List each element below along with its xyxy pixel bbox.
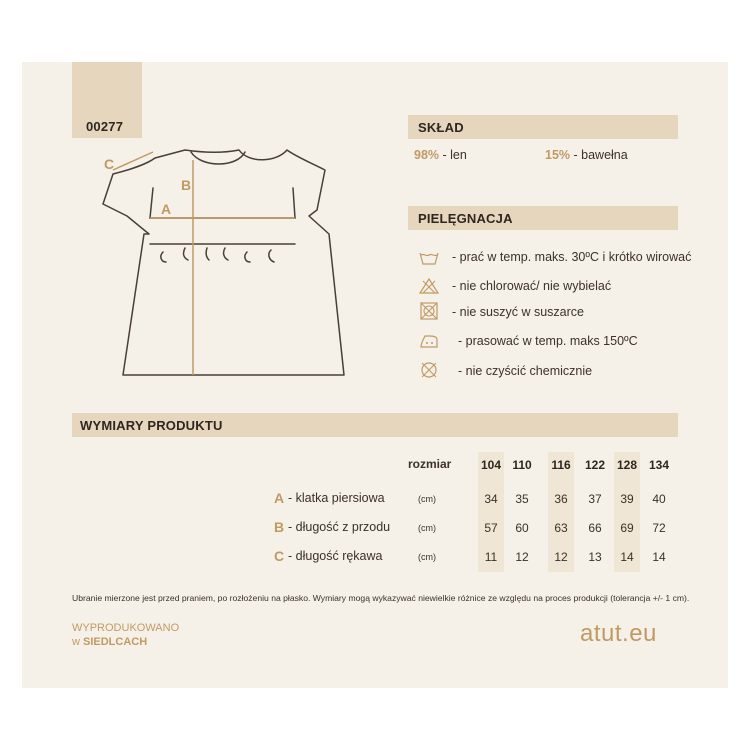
table-cell: 13 [588, 550, 602, 564]
composition-percent: 98% [414, 148, 440, 162]
table-cell: 37 [588, 492, 602, 506]
brand-logo: atut.eu [580, 620, 657, 647]
table-cell: 69 [620, 521, 634, 535]
dress-right-sleeve-line [293, 188, 295, 218]
care-text: - nie chlorować/ nie wybielać [452, 279, 612, 293]
size-header: 104 [480, 458, 502, 472]
no-dry-clean-icon [418, 361, 440, 379]
composition-title: SKŁAD [418, 120, 464, 135]
composition-item-1 [414, 148, 467, 162]
table-cell: 14 [620, 550, 634, 564]
table-cell: 35 [515, 492, 529, 506]
wash-30-icon [418, 249, 440, 267]
row-unit: (cm) [418, 552, 436, 562]
table-cell: 14 [652, 550, 666, 564]
table-cell: 66 [588, 521, 602, 535]
size-header: 116 [551, 458, 571, 472]
product-code-tab-top [72, 62, 142, 114]
table-cell: 60 [515, 521, 529, 535]
size-header: 128 [616, 458, 638, 472]
diagram-label-b: B [181, 177, 192, 193]
table-cell: 72 [652, 521, 666, 535]
table-cell: 11 [484, 550, 498, 564]
composition-item-2 [545, 148, 628, 162]
table-cell: 40 [652, 492, 666, 506]
row-letter: C [274, 548, 285, 564]
row-letter: A [274, 490, 285, 506]
table-cell: 12 [554, 550, 568, 564]
table-cell: 57 [484, 521, 498, 535]
dress-diagram [95, 140, 345, 385]
dimensions-title: WYMIARY PRODUKTU [80, 418, 223, 433]
size-header: 110 [512, 458, 532, 472]
care-text: - prać w temp. maks. 30ºC i krótko wirować [452, 250, 692, 264]
care-text: - nie czyścić chemicznie [458, 364, 593, 378]
composition-material: - len [442, 148, 467, 162]
dress-left-sleeve-line [150, 188, 153, 218]
care-title: PIELĘGNACJA [418, 211, 513, 226]
size-header: 134 [648, 458, 670, 472]
made-in-line2 [72, 635, 179, 649]
row-label: - długość rękawa [288, 549, 383, 563]
diagram-label-a: A [161, 201, 172, 217]
footnote: Ubranie mierzone jest przed praniem, po rozłożeniu na płasko. Wymiary mogą wykazywać niewielkie różnice ze względu na proces produkcji (tolerancja +/- 1 cm). [72, 593, 690, 603]
table-cell: 39 [620, 492, 634, 506]
size-label: rozmiar [408, 457, 452, 471]
composition-material: - bawełna [573, 148, 628, 162]
row-unit: (cm) [418, 523, 436, 533]
made-in-city: SIEDLCACH [83, 636, 148, 648]
size-header: 122 [584, 458, 606, 472]
dress-outline [103, 150, 344, 375]
made-in-line1: WYPRODUKOWANO [72, 622, 180, 634]
product-code: 00277 [86, 119, 124, 134]
table-cell: 36 [554, 492, 568, 506]
dress-collar [191, 152, 245, 164]
no-tumble-dry-icon [418, 302, 440, 320]
care-text: - nie suszyć w suszarce [452, 305, 584, 319]
row-unit: (cm) [418, 494, 436, 504]
care-text: - prasować w temp. maks 150ºC [458, 334, 638, 348]
row-letter: B [274, 519, 285, 535]
composition-percent: 15% [545, 148, 571, 162]
diagram-label-c: C [104, 156, 115, 172]
iron-150-icon [418, 332, 440, 350]
row-label: - długość z przodu [288, 520, 391, 534]
row-label: - klatka piersiowa [288, 491, 385, 505]
no-bleach-icon [418, 277, 440, 295]
table-cell: 63 [554, 521, 568, 535]
measure-line-c [113, 152, 153, 170]
table-cell: 12 [515, 550, 529, 564]
made-in-prefix: w [72, 636, 83, 648]
table-cell: 34 [484, 492, 498, 506]
made-in [72, 621, 179, 649]
